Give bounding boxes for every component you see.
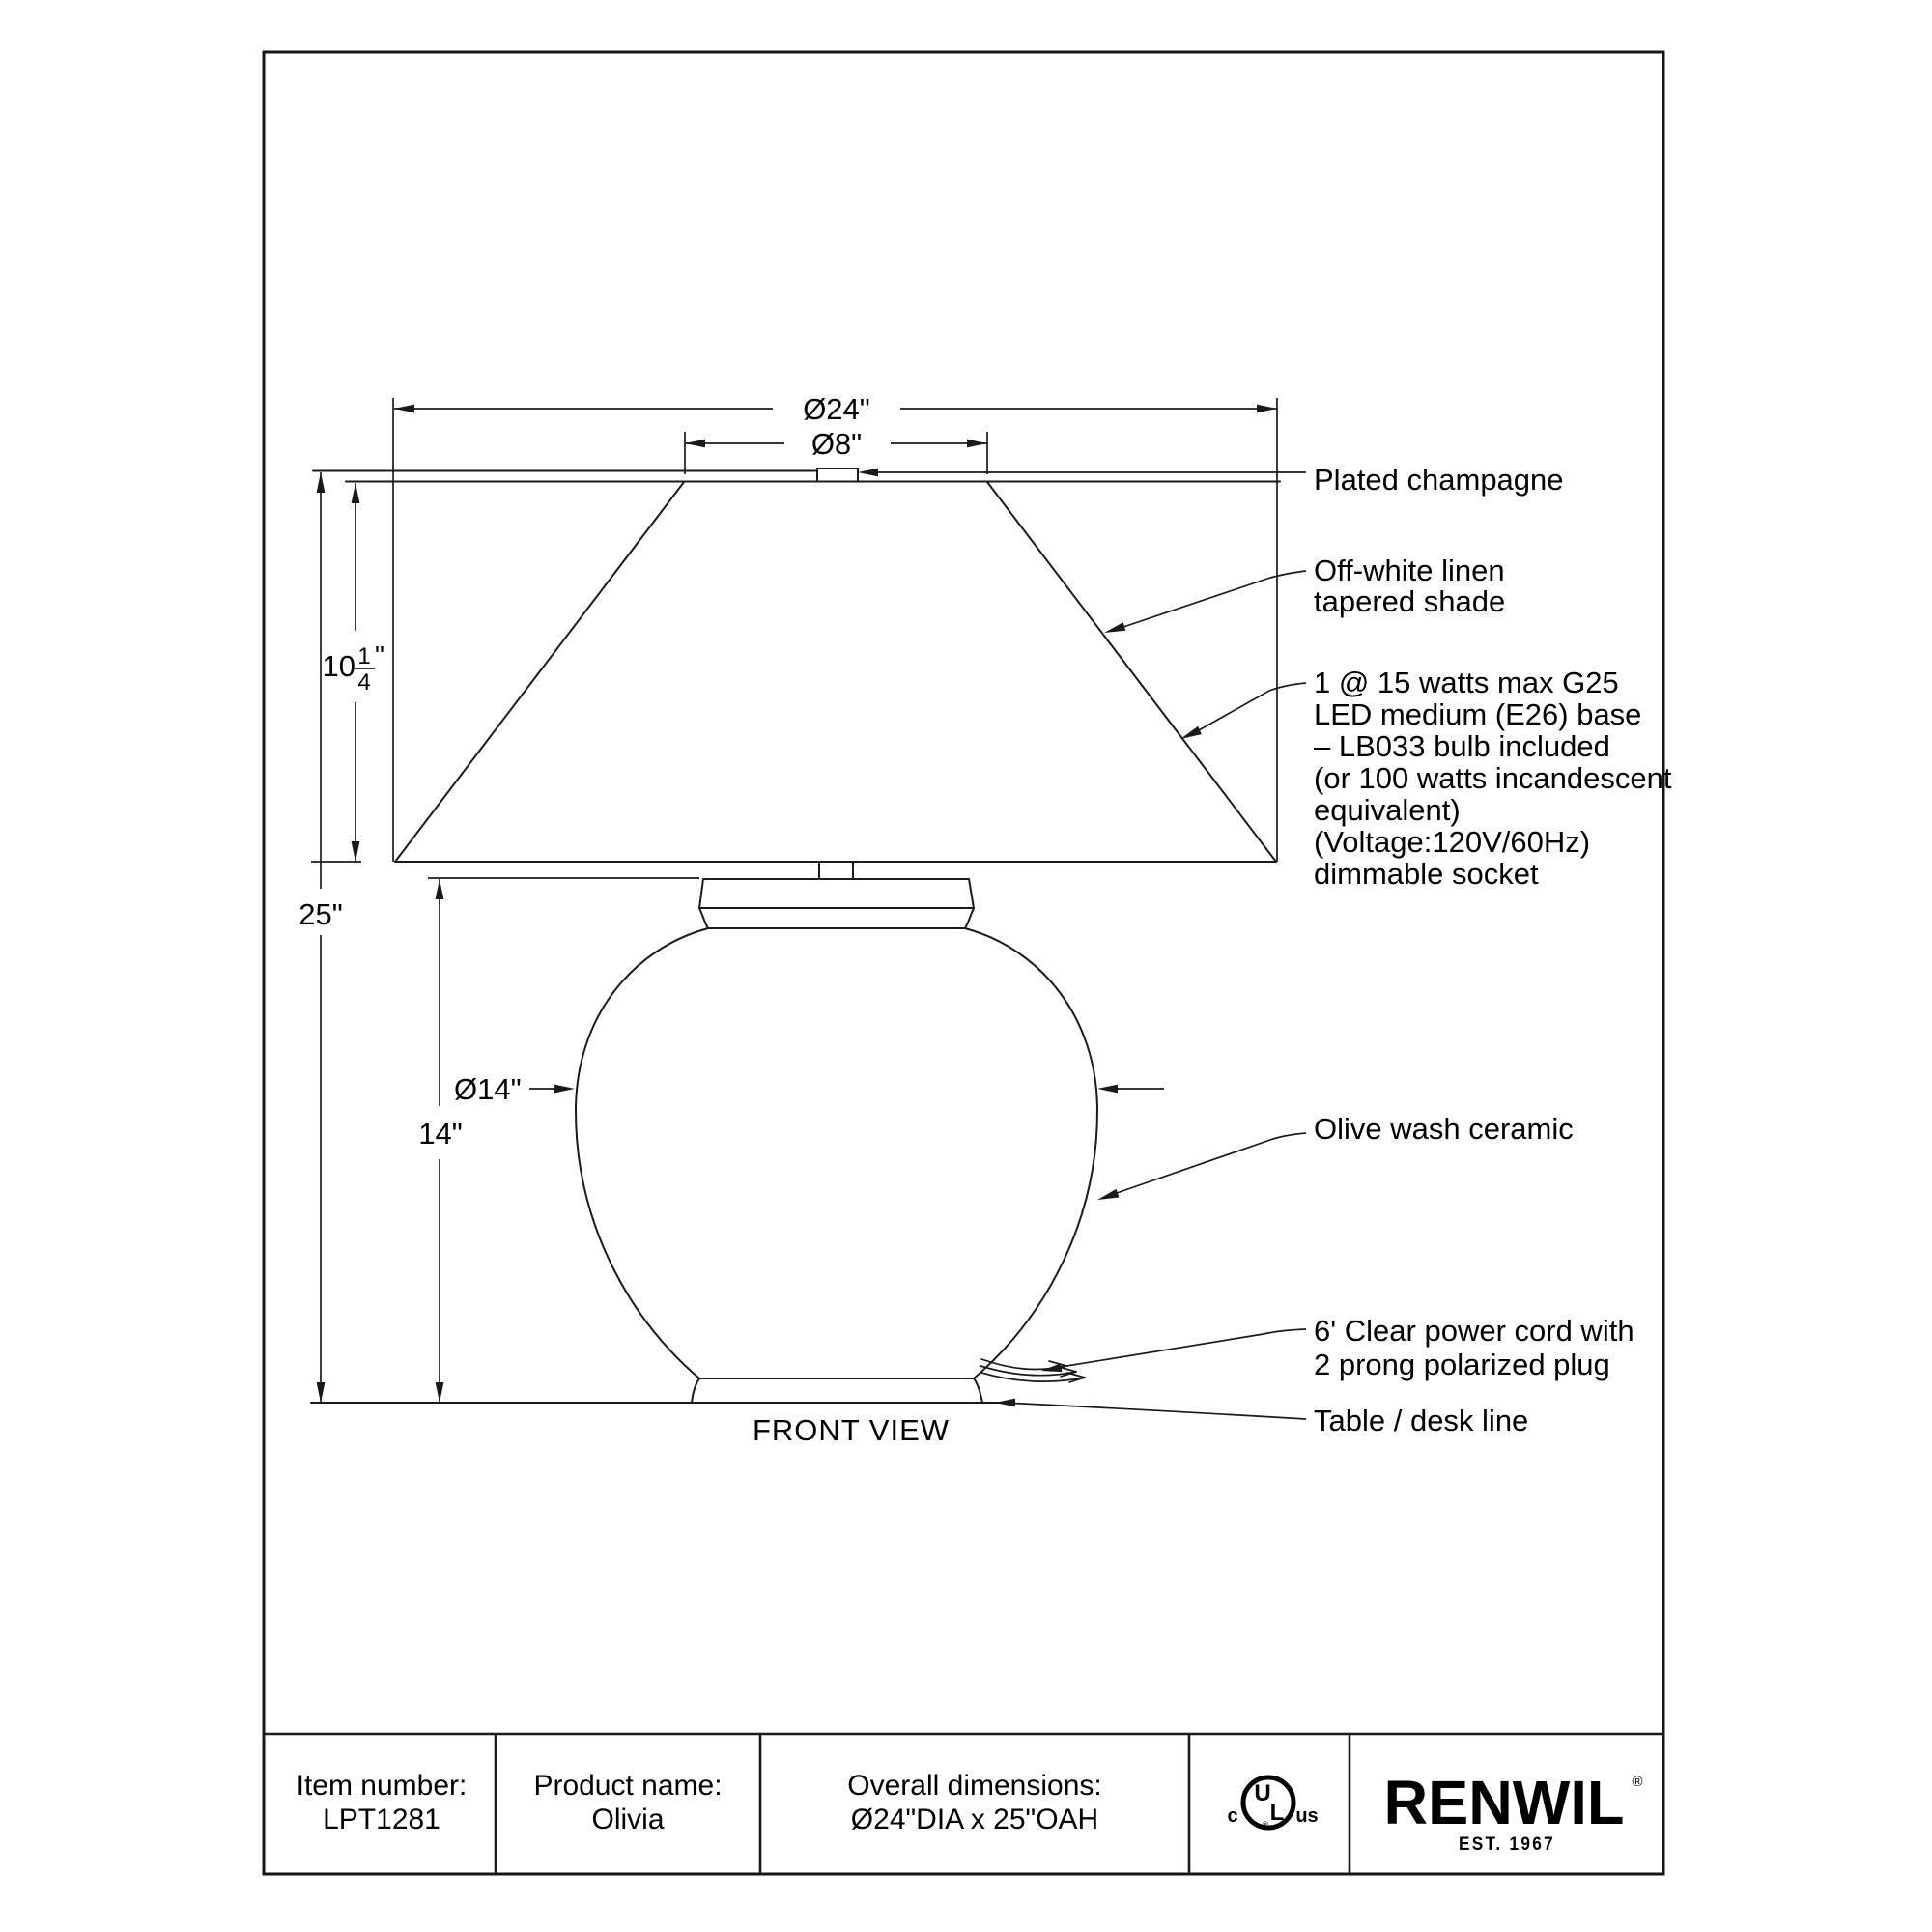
ceramic-cap bbox=[699, 879, 974, 908]
item-number-value: LPT1281 bbox=[323, 1804, 440, 1835]
overall-dimensions-value: Ø24"DIA x 25"OAH bbox=[850, 1804, 1099, 1835]
spec-cell-item-number bbox=[297, 1770, 468, 1835]
ceramic-body-right bbox=[965, 928, 1097, 1378]
dim-label-shade-height-unit: " bbox=[375, 640, 384, 670]
callout-body-label: Olive wash ceramic bbox=[1314, 1112, 1574, 1146]
dim-label-body-diameter: Ø14" bbox=[454, 1072, 522, 1106]
callout-shade-line2: tapered shade bbox=[1314, 584, 1506, 618]
dimension-overall-height bbox=[298, 472, 343, 1403]
spec-table bbox=[264, 1734, 1663, 1874]
callout-bulb-line3: – LB033 bulb included bbox=[1314, 729, 1610, 763]
ul-letter-u: U bbox=[1254, 1780, 1271, 1806]
callout-cord-line1: 6' Clear power cord with bbox=[1314, 1314, 1634, 1348]
callout-bulb-line1: 1 @ 15 watts max G25 bbox=[1314, 666, 1619, 699]
callout-finial-label: Plated champagne bbox=[1314, 463, 1564, 497]
overall-dimensions-label: Overall dimensions: bbox=[847, 1770, 1102, 1802]
brand-name: RENWIL bbox=[1383, 1768, 1625, 1837]
callout-finial bbox=[858, 463, 1564, 497]
brand-registered-symbol: ® bbox=[1632, 1774, 1643, 1790]
item-number-label: Item number: bbox=[296, 1770, 468, 1802]
dimension-body-height bbox=[418, 878, 699, 1403]
dimension-shade-height bbox=[311, 483, 384, 862]
dim-label-shade-diameter: Ø24" bbox=[803, 392, 870, 426]
callout-shade bbox=[1104, 554, 1505, 633]
dimension-shade-top-diameter bbox=[685, 427, 987, 474]
ul-us: us bbox=[1295, 1805, 1319, 1827]
callout-table-line-label: Table / desk line bbox=[1314, 1404, 1529, 1437]
callout-body bbox=[1097, 1112, 1574, 1200]
dimension-shade-bottom-diameter bbox=[393, 392, 1277, 862]
dim-label-body-height: 14" bbox=[418, 1117, 463, 1151]
dim-label-top-diameter: Ø8" bbox=[810, 427, 863, 461]
power-cord bbox=[980, 1359, 1085, 1382]
callout-bulb-line6: (Voltage:120V/60Hz) bbox=[1314, 825, 1591, 859]
callout-bulb-line5: equivalent) bbox=[1314, 793, 1461, 827]
dim-label-shade-height-denominator: 4 bbox=[357, 669, 371, 696]
callout-cord bbox=[1041, 1314, 1634, 1381]
brand-logo bbox=[1384, 1768, 1643, 1855]
foot-sides bbox=[692, 1378, 982, 1403]
callout-shade-line1: Off-white linen bbox=[1314, 554, 1505, 587]
brand-established: EST. 1967 bbox=[1459, 1834, 1555, 1855]
dim-label-shade-height-whole: 10 bbox=[322, 649, 355, 683]
ul-registered-symbol: ® bbox=[1262, 1820, 1269, 1830]
dimension-body-diameter bbox=[454, 1072, 1164, 1106]
lamp-stem bbox=[819, 862, 853, 879]
page-border bbox=[264, 52, 1663, 1874]
product-name-value: Olivia bbox=[591, 1804, 665, 1835]
callout-bulb-line2: LED medium (E26) base bbox=[1314, 697, 1642, 731]
ceramic-cap-rim bbox=[699, 908, 974, 928]
finial-block bbox=[817, 469, 858, 482]
dim-label-shade-height-numerator: 1 bbox=[357, 643, 371, 669]
lamp-drawing bbox=[311, 469, 1280, 1403]
ul-canada-c: c bbox=[1227, 1805, 1238, 1827]
callout-bulb bbox=[1180, 666, 1672, 891]
callout-table-line bbox=[995, 1399, 1528, 1437]
shade-right-slope bbox=[987, 482, 1276, 862]
front-view-label: FRONT VIEW bbox=[752, 1413, 951, 1447]
dim-label-overall-height: 25" bbox=[298, 897, 343, 931]
callout-bulb-line7: dimmable socket bbox=[1314, 857, 1539, 891]
ul-letter-l: L bbox=[1269, 1800, 1285, 1826]
product-name-label: Product name: bbox=[533, 1770, 723, 1802]
ul-certification-mark bbox=[1227, 1777, 1318, 1830]
spec-cell-overall-dimensions bbox=[847, 1770, 1101, 1835]
shade-left-slope bbox=[395, 482, 684, 862]
callout-cord-line2: 2 prong polarized plug bbox=[1314, 1348, 1610, 1381]
ceramic-body-left bbox=[576, 928, 708, 1378]
spec-cell-product-name bbox=[533, 1770, 722, 1835]
callout-bulb-line4: (or 100 watts incandescent bbox=[1314, 761, 1672, 795]
